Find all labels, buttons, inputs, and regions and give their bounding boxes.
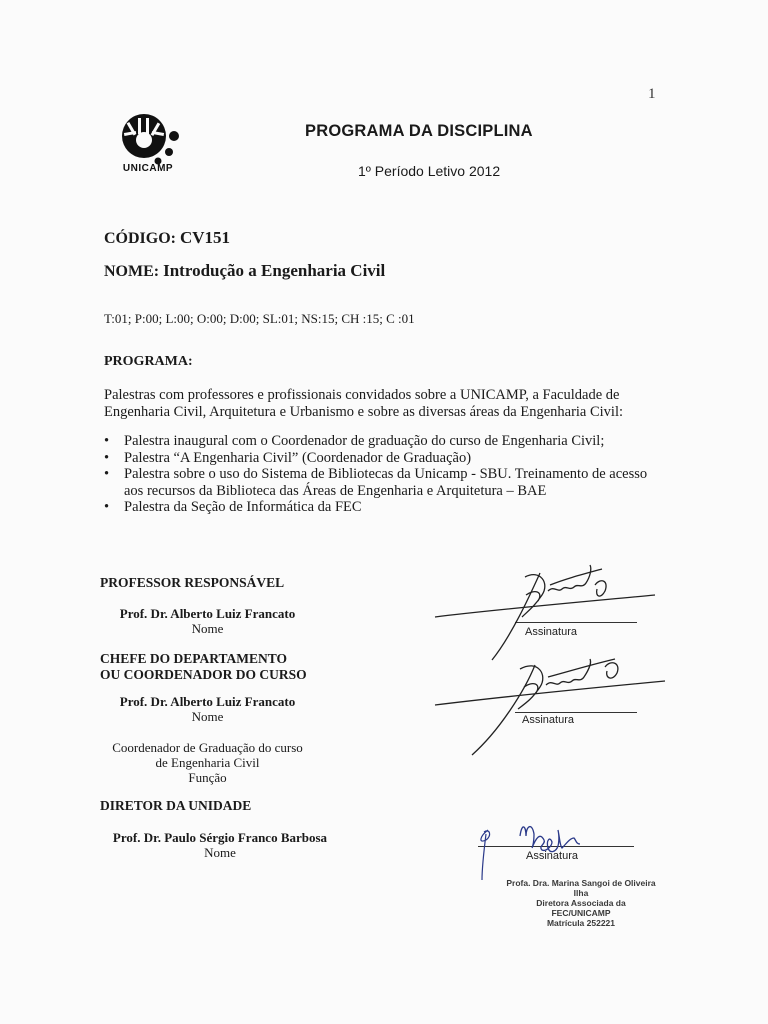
- nome-row: [104, 261, 385, 281]
- list-item: • Palestra “A Engenharia Civil” (Coordenador de Graduação): [104, 450, 664, 467]
- chefe-name: Prof. Dr. Alberto Luiz Francato: [119, 694, 296, 709]
- codigo-label: CÓDIGO:: [104, 230, 176, 247]
- chefe-signature: [430, 645, 670, 760]
- stamp-line3: Matrícula 252221: [546, 918, 616, 928]
- programa-list: [104, 433, 664, 516]
- page-title: PROGRAMA DA DISCIPLINA: [305, 122, 533, 140]
- codigo-value: CV151: [180, 228, 231, 247]
- professor-heading: PROFESSOR RESPONSÁVEL: [100, 575, 285, 590]
- professor-name-caption: Nome: [191, 621, 224, 636]
- stamp-line1: Profa. Dra. Marina Sangoi de Oliveira Ilha: [506, 878, 656, 898]
- list-item: • Palestra inaugural com o Coordenador de graduação do curso de Engenharia Civil;: [104, 433, 664, 450]
- programa-heading: PROGRAMA:: [104, 354, 193, 369]
- chefe-role-line2: de Engenharia Civil: [155, 755, 260, 770]
- signature-caption: Assinatura: [522, 714, 574, 726]
- director-stamp: [506, 878, 656, 928]
- page-number: 1: [648, 86, 656, 102]
- list-item: • Palestra da Seção de Informática da FEC: [104, 499, 664, 516]
- programa-intro: Palestras com professores e profissionais convidados sobre a UNICAMP, a Faculdade de Engenharia Civil, Arquitetura e Urbanismo e sobre as diversas áreas da Engenharia Civil:: [104, 387, 624, 420]
- chefe-role-caption: Função: [188, 770, 227, 785]
- diretor-signature: [470, 810, 630, 885]
- logo-text: UNICAMP: [122, 163, 174, 174]
- professor-name: Prof. Dr. Alberto Luiz Francato: [119, 606, 296, 621]
- professor-block: [100, 606, 315, 636]
- nome-value: Introdução a Engenharia Civil: [163, 261, 386, 280]
- diretor-name-caption: Nome: [204, 845, 236, 860]
- chefe-name-caption: Nome: [191, 709, 224, 724]
- stamp-line2: Diretora Associada da FEC/UNICAMP: [536, 898, 626, 918]
- credit-codes: T:01; P:00; L:00; O:00; D:00; SL:01; NS:15; CH :15; C :01: [104, 311, 415, 326]
- period-subtitle: 1º Período Letivo 2012: [358, 163, 501, 179]
- signature-caption: Assinatura: [525, 626, 577, 638]
- list-item: • Palestra sobre o uso do Sistema de Bibliotecas da Unicamp - SBU. Treinamento de acesso aos recursos da Biblioteca das Áreas de Engenharia e Arquitetura – BAE: [104, 466, 664, 499]
- chefe-heading-line2: OU COORDENADOR DO CURSO: [100, 667, 307, 682]
- diretor-heading: DIRETOR DA UNIDADE: [100, 798, 252, 813]
- nome-label: NOME:: [104, 263, 160, 280]
- chefe-role-line1: Coordenador de Graduação do curso: [112, 740, 303, 755]
- chefe-heading-line1: CHEFE DO DEPARTAMENTO: [100, 651, 288, 666]
- chefe-name-block: [100, 694, 315, 724]
- codigo-row: [104, 228, 230, 248]
- signature-caption: Assinatura: [526, 850, 578, 862]
- diretor-block: [90, 830, 350, 860]
- chefe-role-block: [90, 740, 325, 785]
- chefe-heading: [100, 651, 307, 683]
- diretor-name: Prof. Dr. Paulo Sérgio Franco Barbosa: [112, 830, 328, 845]
